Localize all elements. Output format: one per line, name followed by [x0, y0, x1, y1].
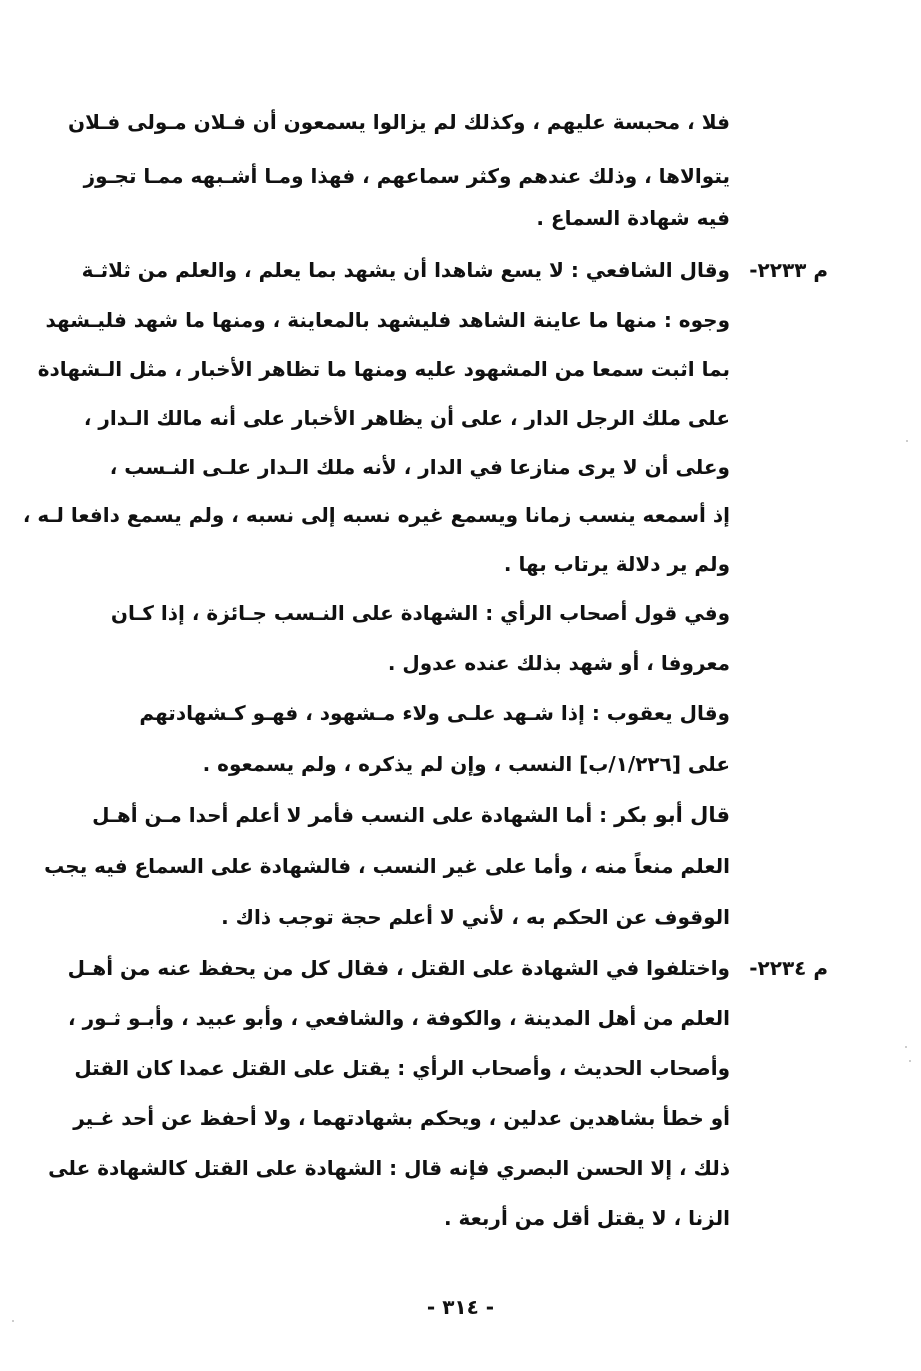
text-line: العلم من أهل المدينة ، والكوفة ، والشافعي ، وأبو عبيد ، وأبـو ثـور ، [68, 1006, 730, 1030]
text-line: وفي قول أصحاب الرأي : الشهادة على النـسب جـائزة ، إذا كـان [110, 601, 730, 625]
text-line: يتوالاها ، وذلك عندهم وكثر سماعهم ، فهذا ومـا أشـبهه ممـا تجـوز [83, 164, 730, 188]
speaker-heading: قال أبو بكر [614, 803, 730, 827]
text-line: أو خطأ بشاهدين عدلين ، ويحكم بشهادتهما ، ولا أحفظ عن أحد غـير [73, 1106, 730, 1130]
issue-number: م ٢٢٣٤- [749, 956, 828, 980]
text-line: إذ أسمعه ينسب زمانا ويسمع غيره نسبه إلى نسبه ، ولم يسمع دافعا لـه ، [22, 503, 730, 527]
scan-speck [909, 1060, 911, 1062]
issue-number: م ٢٢٣٣- [749, 258, 828, 282]
text-line: الزنا ، لا يقتل أقل من أربعة . [443, 1206, 730, 1230]
text-line: وأصحاب الحديث ، وأصحاب الرأي : يقتل على القتل عمدا كان القتل [74, 1056, 730, 1080]
page-number: - ٣١٤ - [426, 1295, 495, 1319]
text-line: ولم ير دلالة يرتاب بها . [503, 552, 730, 576]
text-line [92, 800, 730, 830]
text-line: وعلى أن لا يرى منازعا في الدار ، لأنه ملك الـدار علـى النـسب ، [109, 455, 730, 479]
text-line: وجوه : منها ما عاينة الشاهد فليشهد بالمعاينة ، ومنها ما شهد فليـشهد [45, 308, 730, 332]
text-line: ذلك ، إلا الحسن البصري فإنه قال : الشهادة على القتل كالشهادة على [48, 1156, 730, 1180]
text-line: واختلفوا في الشهادة على القتل ، فقال كل من يحفظ عنه من أهـل [67, 956, 730, 980]
text-line: الوقوف عن الحكم به ، لأني لا أعلم حجة توجب ذاك . [221, 905, 730, 929]
text-line: وقال يعقوب : إذا شـهد علـى ولاء مـشهود ، فهـو كـشهادتهم [139, 701, 730, 725]
text-line: العلم منعاً منه ، وأما على غير النسب ، فالشهادة على السماع فيه يجب [44, 854, 730, 878]
text-line: معروفا ، أو شهد بذلك عنده عدول . [387, 651, 730, 675]
text-line: على [١/٢٢٦/ب] النسب ، وإن لم يذكره ، ولم يسمعوه . [202, 752, 730, 776]
text-line: بما اثبت سمعا من المشهود عليه ومنها ما تظاهر الأخبار ، مثل الـشهادة [37, 357, 730, 381]
scan-speck [12, 1320, 14, 1322]
text-line: وقال الشافعي : لا يسع شاهدا أن يشهد بما يعلم ، والعلم من ثلاثـة [81, 258, 730, 282]
text-fragment: : أما الشهادة على النسب فأمر لا أعلم أحدا مـن أهـل [92, 803, 608, 827]
text-line: على ملك الرجل الدار ، على أن يظاهر الأخبار على أنه مالك الـدار ، [83, 406, 730, 430]
scan-speck [905, 1046, 907, 1048]
scan-speck [906, 440, 908, 442]
text-line: فلا ، محبسة عليهم ، وكذلك لم يزالوا يسمعون أن فـلان مـولى فـلان [68, 110, 730, 134]
text-line: فيه شهادة السماع . [536, 206, 730, 230]
